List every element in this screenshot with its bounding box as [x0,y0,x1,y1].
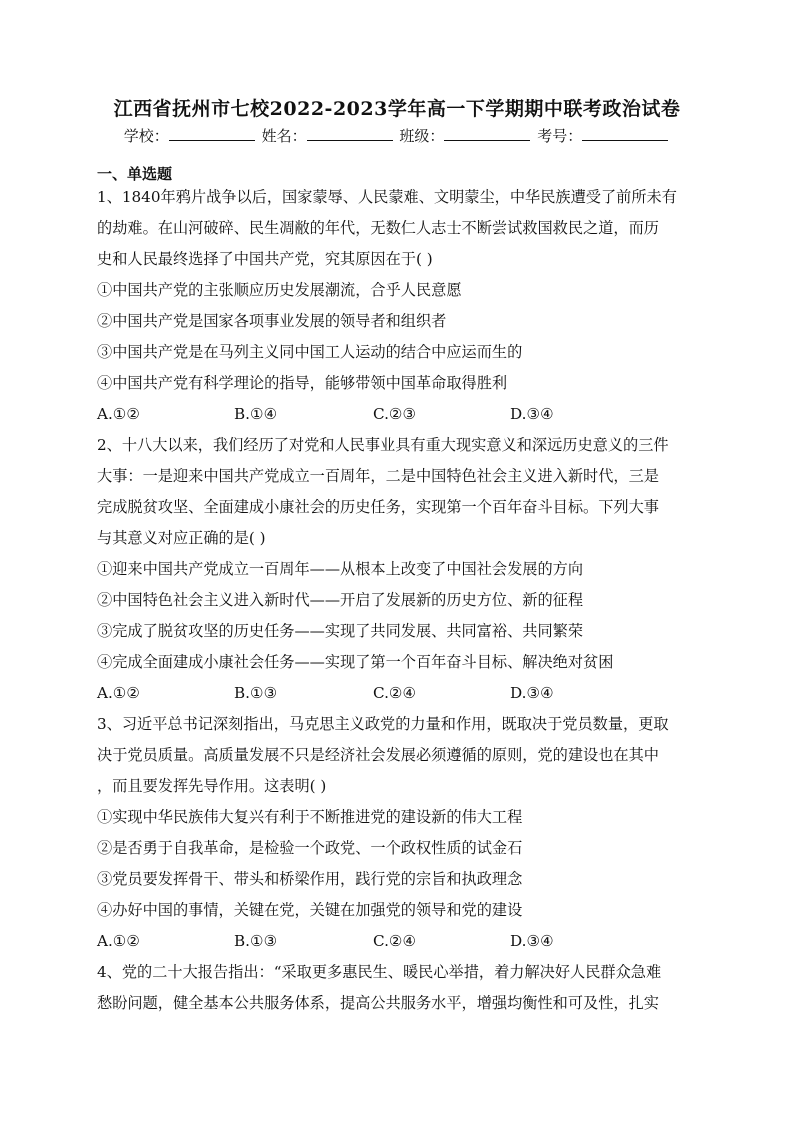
choice-b: B.①③ [234,684,278,702]
stem-line: 愁盼问题，健全基本公共服务体系，提高公共服务水平，增强均衡性和可及性，扎实 [97,994,659,1012]
choice-b: B.①③ [234,932,278,950]
question-4 [97,957,701,1019]
question-1-stem [97,182,701,275]
choice-c: C.②④ [373,684,417,702]
choice-c: C.②③ [373,405,417,423]
option-item: ②中国共产党是国家各项事业发展的领导者和组织者 [97,312,447,330]
stem-line: 完成脱贫攻坚、全面建成小康社会的历史任务，实现第一个百年奋斗目标。下列大事 [97,498,659,516]
page-title: 江西省抚州市七校2022-2023学年高一下学期期中联考政治试卷 [113,98,681,120]
stem-line: 大事：一是迎来中国共产党成立一百周年，二是中国特色社会主义进入新时代，三是 [97,467,659,485]
school-blank [169,126,255,141]
answer-choices [97,678,701,709]
option-item: ③完成了脱贫攻坚的历史任务——实现了共同发展、共同富裕、共同繁荣 [97,622,583,640]
option-item: ②中国特色社会主义进入新时代——开启了发展新的历史方位、新的征程 [97,591,583,609]
answer-choices [97,926,701,957]
option-item: ③党员要发挥骨干、带头和桥梁作用，践行党的宗旨和执政理念 [97,870,523,888]
option-item: ①中国共产党的主张顺应历史发展潮流，合乎人民意愿 [97,281,462,299]
class-label: 班级： [399,127,445,145]
stem-line: ，而且要发挥先导作用。这表明( ) [97,777,327,795]
exam-number-blank [582,126,668,141]
choice-a: A.①② [97,405,141,423]
option-item: ④办好中国的事情，关键在党，关键在加强党的领导和党的建设 [97,901,523,919]
name-label: 姓名： [261,127,307,145]
choice-b: B.①④ [234,405,278,423]
question-2 [97,430,701,709]
answer-choices [97,399,701,430]
name-blank [307,126,393,141]
school-label: 学校： [123,127,169,145]
question-3-stem [97,709,701,802]
student-info-line [0,125,794,147]
class-blank [444,126,530,141]
stem-line: 1、1840年鸦片战争以后，国家蒙辱、人民蒙难、文明蒙尘，中华民族遭受了前所未有 [97,188,677,206]
choice-d: D.③④ [510,932,554,950]
question-2-stem [97,430,701,554]
choice-a: A.①② [97,684,141,702]
stem-line: 与其意义对应正确的是( ) [97,529,266,547]
option-item: ①迎来中国共产党成立一百周年——从根本上改变了中国社会发展的方向 [97,560,583,578]
choice-a: A.①② [97,932,141,950]
question-1 [97,182,701,430]
option-item: ④完成全面建成小康社会任务——实现了第一个百年奋斗目标、解决绝对贫困 [97,653,614,671]
exam-number-label: 考号： [537,127,583,145]
option-item: ③中国共产党是在马列主义同中国工人运动的结合中应运而生的 [97,343,523,361]
choice-d: D.③④ [510,405,554,423]
option-item: ④中国共产党有科学理论的指导，能够带领中国革命取得胜利 [97,374,508,392]
stem-line: 2、十八大以来，我们经历了对党和人民事业具有重大现实意义和深远历史意义的三件 [97,436,669,454]
stem-line: 决于党员质量。高质量发展不只是经济社会发展必须遵循的原则，党的建设也在其中 [97,746,659,764]
question-4-stem [97,957,701,1019]
stem-line: 史和人民最终选择了中国共产党，究其原因在于( ) [97,250,433,268]
stem-line: 4、党的二十大报告指出：“采取更多惠民生、暖民心举措，着力解决好人民群众急难 [97,963,662,981]
stem-line: 的劫难。在山河破碎、民生凋敝的年代，无数仁人志士不断尝试救国救民之道，而历 [97,219,659,237]
choice-c: C.②④ [373,932,417,950]
stem-line: 3、习近平总书记深刻指出，马克思主义政党的力量和作用，既取决于党员数量，更取 [97,715,669,733]
option-item: ②是否勇于自我革命，是检验一个政党、一个政权性质的试金石 [97,839,523,857]
option-item: ①实现中华民族伟大复兴有利于不断推进党的建设新的伟大工程 [97,808,523,826]
section-heading: 一、单选题 [97,165,173,183]
choice-d: D.③④ [510,684,554,702]
question-3 [97,709,701,957]
